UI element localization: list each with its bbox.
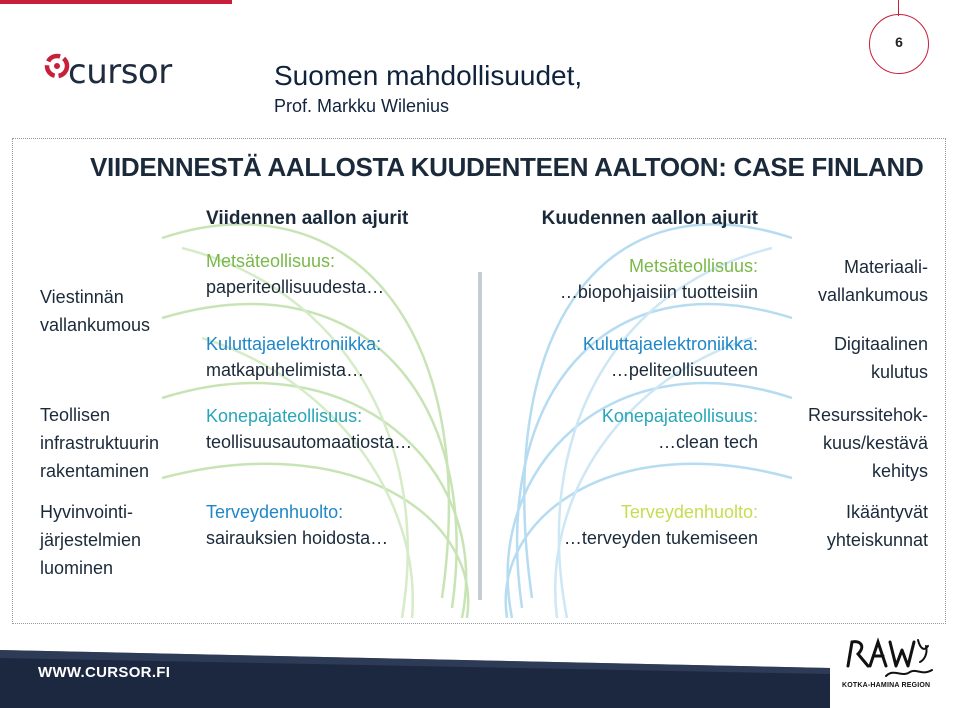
right-label-line: Resurssitehok-	[807, 405, 928, 425]
right-item-2	[583, 331, 758, 383]
right-item-4	[564, 499, 758, 551]
item-detail: …biopohjaisiin tuotteisiin	[559, 282, 758, 302]
left-item-1	[206, 248, 384, 300]
left-label-line: järjestelmien	[40, 530, 142, 550]
right-label-line: kehitys	[871, 461, 928, 481]
item-detail: paperiteollisuudesta…	[206, 277, 385, 297]
left-label-line: Hyvinvointi-	[40, 502, 134, 522]
partner-caption: KOTKA-HAMINA REGION	[842, 682, 931, 689]
left-label-1	[40, 283, 150, 339]
item-sector: Metsäteollisuus:	[206, 251, 336, 271]
item-detail: …clean tech	[657, 432, 758, 452]
right-label-line: kuus/kestävä	[822, 433, 928, 453]
left-label-line: luominen	[40, 558, 114, 578]
right-item-1	[560, 253, 758, 305]
item-sector: Konepajateollisuus:	[206, 406, 363, 426]
item-sector: Konepajateollisuus:	[601, 406, 758, 426]
footer-url: WWW.CURSOR.FI	[38, 664, 171, 681]
left-label-line: Teollisen	[40, 405, 111, 425]
right-item-3	[602, 403, 758, 455]
item-detail: teollisuusautomaatiosta…	[206, 432, 413, 452]
top-accent-bar	[0, 0, 232, 4]
page-title: Suomen mahdollisuudet,	[274, 60, 583, 91]
item-detail: …peliteollisuuteen	[610, 360, 758, 380]
left-label-2	[40, 401, 159, 485]
left-item-3	[206, 403, 412, 455]
right-label-1	[818, 253, 928, 309]
left-label-line: Viestinnän	[40, 287, 124, 307]
right-label-line: kulutus	[870, 362, 928, 382]
right-label-line: Ikääntyvät	[845, 502, 928, 522]
slide-title: VIIDENNESTÄ AALLOSTA KUUDENTEEN AALTOON: CASE FINLAND	[90, 152, 924, 182]
item-detail: sairauksien hoidosta…	[206, 528, 389, 548]
right-label-3	[808, 401, 928, 485]
right-label-line: vallankumous	[817, 285, 928, 305]
item-sector: Kuluttajaelektroniikka:	[206, 334, 382, 354]
item-sector: Metsäteollisuus:	[628, 256, 758, 276]
left-label-3	[40, 498, 141, 582]
right-label-line: Digitaalinen	[833, 334, 928, 354]
raw-by-nature-logo-icon	[842, 632, 938, 688]
item-detail: matkapuhelimista…	[206, 360, 365, 380]
left-column-heading: Viidennen aallon ajurit	[206, 208, 409, 229]
brand-wordmark: cursor	[68, 52, 172, 92]
left-label-line: rakentaminen	[40, 461, 150, 481]
page-number: 6	[895, 34, 903, 50]
item-sector: Terveydenhuolto:	[206, 502, 344, 522]
right-label-line: yhteiskunnat	[826, 530, 928, 550]
right-column-heading: Kuudennen aallon ajurit	[541, 208, 758, 229]
item-sector: Kuluttajaelektroniikka:	[582, 334, 758, 354]
page-subtitle: Prof. Markku Wilenius	[274, 96, 450, 116]
left-item-4	[206, 499, 388, 551]
left-item-2	[206, 331, 381, 383]
left-label-line: vallankumous	[40, 315, 151, 335]
right-label-line: Materiaali-	[843, 257, 928, 277]
wave-lines	[12, 138, 946, 624]
right-label-2	[834, 330, 928, 386]
left-label-line: infrastruktuurin	[40, 433, 160, 453]
item-detail: …terveyden tukemiseen	[563, 528, 758, 548]
item-sector: Terveydenhuolto:	[620, 502, 758, 522]
right-label-4	[827, 498, 928, 554]
